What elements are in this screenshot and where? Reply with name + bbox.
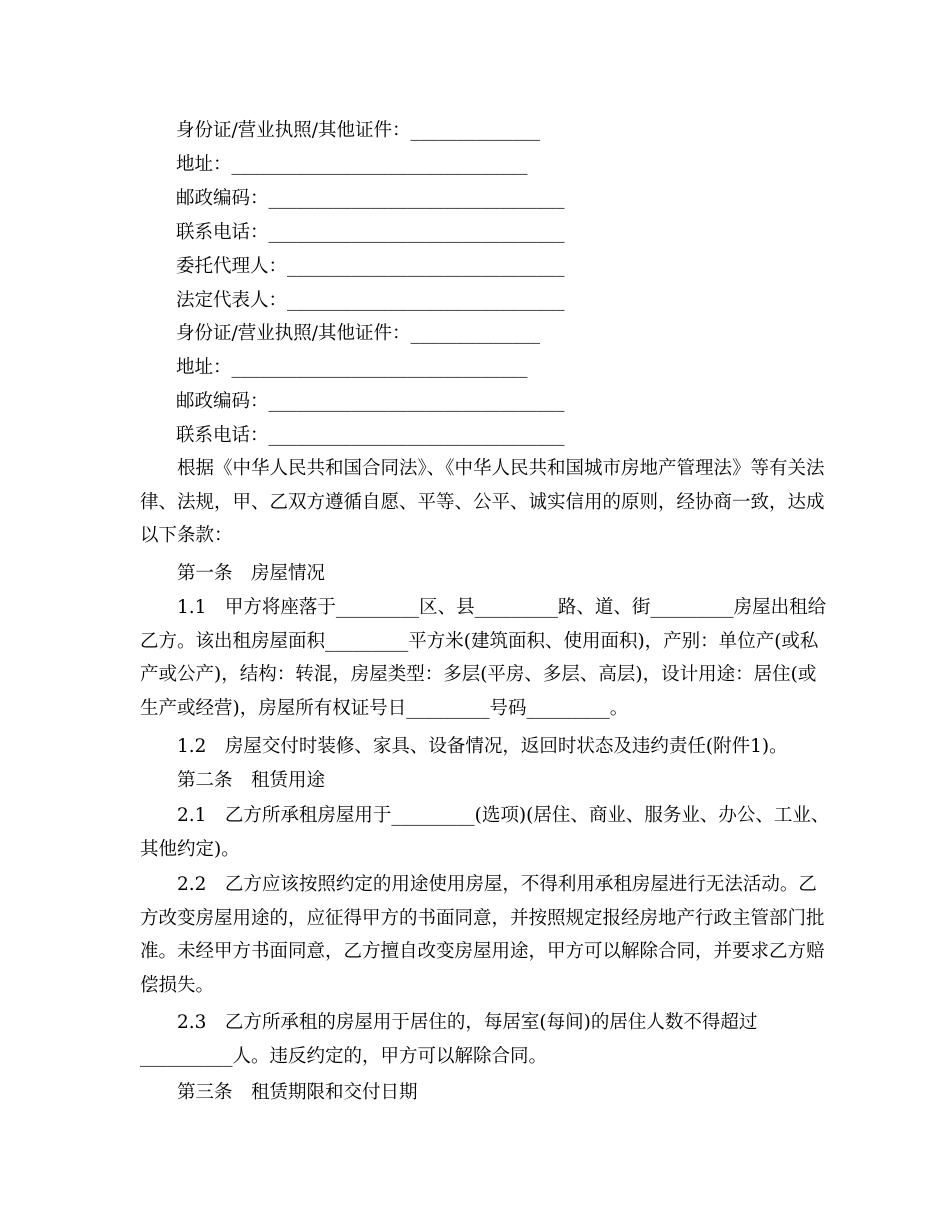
party-field-address: 地址：________________________________ [176,154,528,175]
clause-2-2: 2.2 乙方应该按照约定的用途使用房屋，不得利用承租房屋进行无法活动。乙方改变房屋用途的，应征得甲方的书面同意，并按照规定报经房地产行政主管部门批准。未经甲方书面同意，乙方擅自改变房屋用途，甲方可以解除合同，并要求乙方赔偿损失。 [140,874,825,996]
paragraph-preamble: 根据《中华人民共和国合同法》、《中华人民共和国城市房地产管理法》等有关法律、法规，甲、乙双方遵循自愿、平等、公平、诚实信用的原则，经协商一致，达成以下条款： [140,458,825,546]
clause-1-2: 1.2 房屋交付时装修、家具、设备情况，返回时状态及违约责任(附件1)。 [140,736,788,757]
blank-line[interactable]: ________________________________ [268,188,565,209]
blank-line[interactable]: ______________________________ [287,290,565,311]
article-2-heading: 第二条 租赁用途 [140,770,326,791]
party-field-postcode: 邮政编码：________________________________ [176,188,565,209]
party-field-legal-rep: 法定代表人：______________________________ [176,290,565,311]
party-field-agent: 委托代理人：______________________________ [176,256,565,277]
party-field-phone: 联系电话：________________________________ [176,425,565,446]
clause-2-1: 2.1 乙方所承租房屋用于_________(选项)(居住、商业、服务业、办公、工业、其他约定)。 [140,805,830,860]
party-field-id: 身份证/营业执照/其他证件：______________ [176,120,540,141]
article-3-heading: 第三条 租赁期限和交付日期 [140,1082,418,1103]
blank-line[interactable]: ________________________________ [231,154,528,175]
party-field-id: 身份证/营业执照/其他证件：______________ [176,323,540,344]
party-field-address: 地址：________________________________ [176,357,528,378]
blank-line[interactable]: ________________________________ [231,357,528,378]
blank-line[interactable]: ________________________________ [268,222,565,243]
clause-2-3: 2.3 乙方所承租的房屋用于居住的，每居室(每间)的居住人数不得超过__________人。违反约定的，甲方可以解除合同。 [140,1012,758,1067]
blank-line[interactable]: ______________ [410,323,540,344]
clause-1-1: 1.1 甲方将座落于_________区、县_________路、道、街_________房屋出租给乙方。该出租房屋面积_________平方米(建筑面积、使用面积)，产别：单位产(或私产或公产)，结构：转混，房屋类型：多层(平房、多层、高层)，设计用途：居住(或生产或经营)，房屋所有权证号日_________号码_________。 [140,597,827,719]
blank-line[interactable]: ______________ [410,120,540,141]
party-field-postcode: 邮政编码：________________________________ [176,391,565,412]
article-1-heading: 第一条 房屋情况 [140,563,326,584]
blank-line[interactable]: ______________________________ [287,256,565,277]
blank-line[interactable]: ________________________________ [268,391,565,412]
party-field-phone: 联系电话：________________________________ [176,222,565,243]
blank-line[interactable]: ________________________________ [268,425,565,446]
